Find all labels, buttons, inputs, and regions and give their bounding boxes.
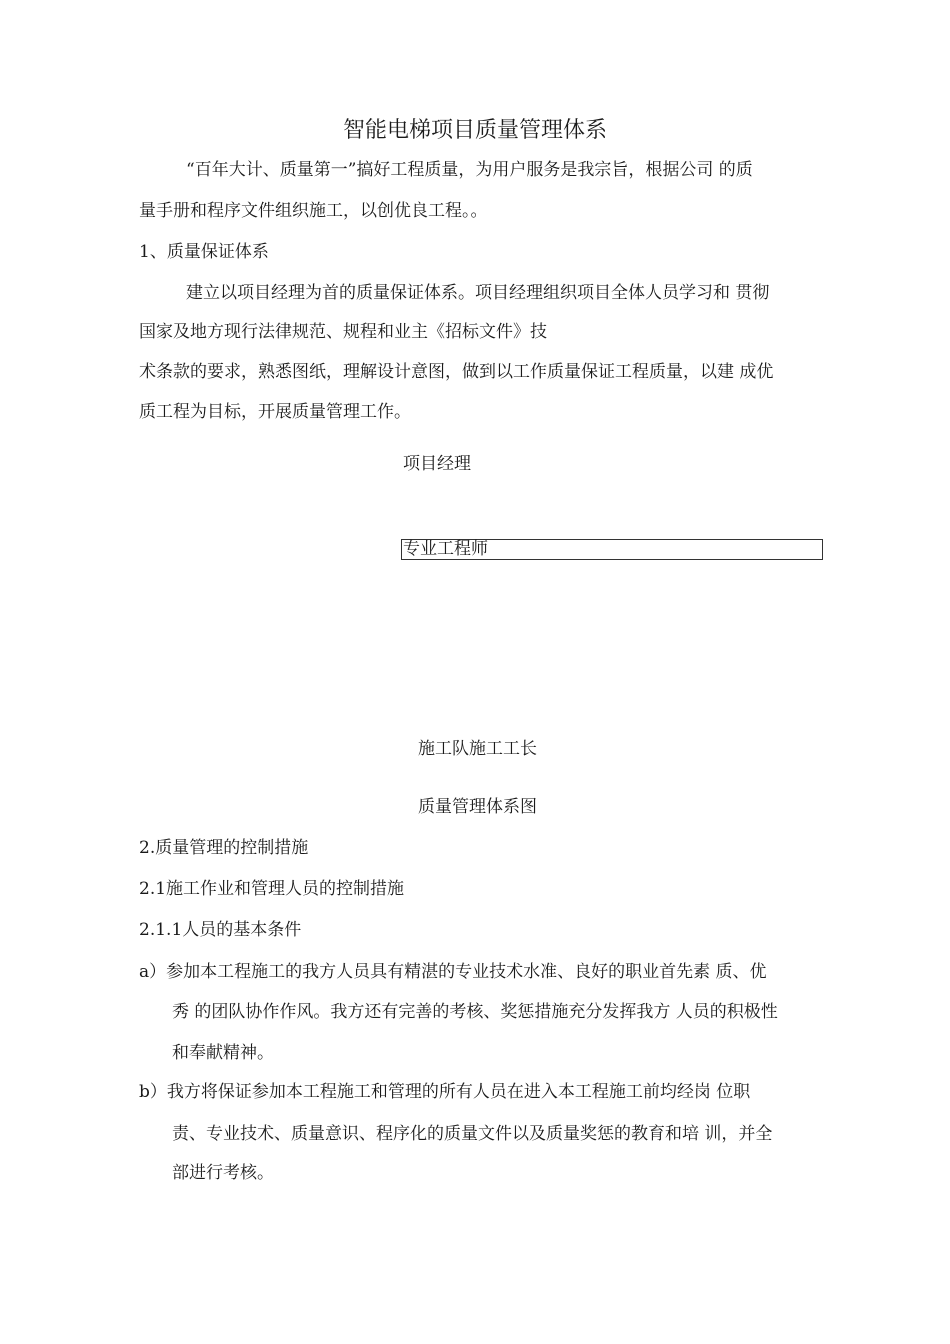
item-b-line-2: 责、专业技术、质量意识、程序化的质量文件以及质量奖惩的教育和培 训，并全: [172, 1124, 773, 1144]
intro-line-2: 量手册和程序文件组织施工，以创优良工程。。: [139, 201, 488, 221]
org-chart-bottom-node: 施工队施工工长: [418, 739, 537, 759]
org-chart-caption: 质量管理体系图: [418, 797, 537, 817]
intro-line-1: “百年大计、质量第一”搞好工程质量，为用户服务是我宗旨，根据公司 的质: [186, 160, 753, 180]
org-chart-engineer-label: 专业工程师: [403, 539, 488, 559]
section-2-1-1-heading: 2.1.1人员的基本条件: [139, 920, 302, 940]
section-2-1-heading: 2.1施工作业和管理人员的控制措施: [139, 879, 405, 899]
section-1-line-2: 国家及地方现行法律规范、规程和业主《招标文件》技: [139, 322, 547, 342]
section-1-heading: 1、质量保证体系: [139, 242, 269, 262]
org-chart-engineer-box: [401, 539, 823, 560]
section-1-line-1: 建立以项目经理为首的质量保证体系。项目经理组织项目全体人员学习和 贯彻: [186, 283, 770, 303]
document-title: 智能电梯项目质量管理体系: [342, 118, 607, 143]
section-1-line-3: 术条款的要求，熟悉图纸，理解设计意图，做到以工作质量保证工程质量，以建 成优: [139, 362, 774, 382]
item-a-line-2: 秀 的团队协作作风。我方还有完善的考核、奖惩措施充分发挥我方 人员的积极性: [172, 1002, 778, 1022]
org-chart-top-node: 项目经理: [403, 454, 471, 474]
section-1-line-4: 质工程为目标，开展质量管理工作。: [139, 402, 411, 422]
item-b-line-3: 部进行考核。: [172, 1163, 274, 1183]
item-a-line-3: 和奉献精神。: [172, 1043, 274, 1063]
item-b-line-1: b）我方将保证参加本工程施工和管理的所有人员在进入本工程施工前均经岗 位职: [139, 1082, 751, 1102]
item-a-line-1: a）参加本工程施工的我方人员具有精湛的专业技术水准、良好的职业首先素 质、优: [139, 962, 767, 982]
section-2-heading: 2.质量管理的控制措施: [139, 838, 309, 858]
